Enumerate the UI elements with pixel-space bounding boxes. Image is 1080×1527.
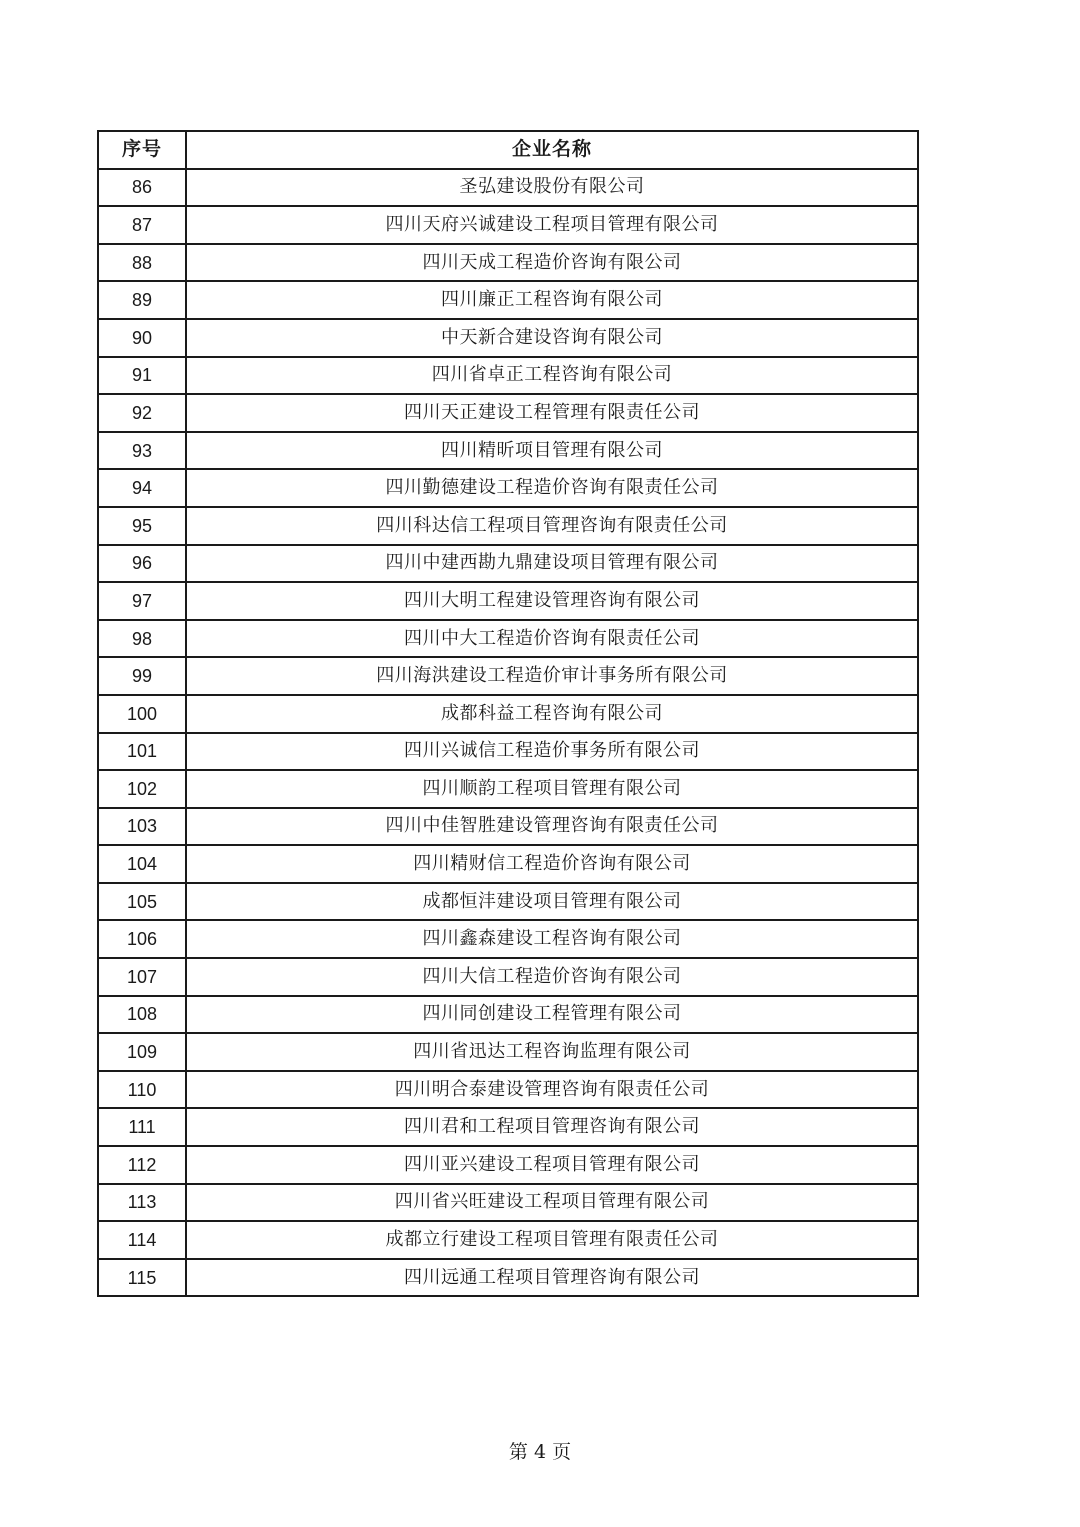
table-row xyxy=(98,1146,918,1184)
row-index: 88 xyxy=(98,244,186,282)
row-company-name: 四川省兴旺建设工程项目管理有限公司 xyxy=(186,1184,918,1222)
row-index: 98 xyxy=(98,620,186,658)
row-index: 96 xyxy=(98,545,186,583)
table-row xyxy=(98,1071,918,1109)
table-row xyxy=(98,582,918,620)
table-row xyxy=(98,545,918,583)
table-row xyxy=(98,958,918,996)
table-row xyxy=(98,920,918,958)
table-row xyxy=(98,507,918,545)
row-company-name: 圣弘建设股份有限公司 xyxy=(186,169,918,207)
header-company-name: 企业名称 xyxy=(186,131,918,169)
row-index: 111 xyxy=(98,1108,186,1146)
company-table xyxy=(97,130,919,1297)
table-row xyxy=(98,319,918,357)
row-index: 110 xyxy=(98,1071,186,1109)
row-company-name: 四川兴诚信工程造价事务所有限公司 xyxy=(186,733,918,771)
row-company-name: 成都恒沣建设项目管理有限公司 xyxy=(186,883,918,921)
row-index: 106 xyxy=(98,920,186,958)
row-company-name: 四川大信工程造价咨询有限公司 xyxy=(186,958,918,996)
row-index: 107 xyxy=(98,958,186,996)
row-index: 109 xyxy=(98,1033,186,1071)
row-company-name: 成都科益工程咨询有限公司 xyxy=(186,695,918,733)
row-company-name: 四川精财信工程造价咨询有限公司 xyxy=(186,845,918,883)
row-company-name: 四川中建西勘九鼎建设项目管理有限公司 xyxy=(186,545,918,583)
page-number: 第 4 页 xyxy=(508,1441,572,1463)
row-company-name: 四川廉正工程咨询有限公司 xyxy=(186,281,918,319)
row-company-name: 成都立行建设工程项目管理有限责任公司 xyxy=(186,1221,918,1259)
row-index: 89 xyxy=(98,281,186,319)
row-index: 91 xyxy=(98,357,186,395)
row-index: 95 xyxy=(98,507,186,545)
table-row xyxy=(98,206,918,244)
table-row xyxy=(98,394,918,432)
row-company-name: 四川科达信工程项目管理咨询有限责任公司 xyxy=(186,507,918,545)
row-index: 114 xyxy=(98,1221,186,1259)
row-company-name: 四川天府兴诚建设工程项目管理有限公司 xyxy=(186,206,918,244)
row-index: 112 xyxy=(98,1146,186,1184)
row-index: 92 xyxy=(98,394,186,432)
row-index: 86 xyxy=(98,169,186,207)
table-row xyxy=(98,1259,918,1297)
table-row xyxy=(98,1033,918,1071)
table-row xyxy=(98,1108,918,1146)
table-row xyxy=(98,1184,918,1222)
row-company-name: 四川天正建设工程管理有限责任公司 xyxy=(186,394,918,432)
row-company-name: 四川省卓正工程咨询有限公司 xyxy=(186,357,918,395)
row-company-name: 四川省迅达工程咨询监理有限公司 xyxy=(186,1033,918,1071)
table-row xyxy=(98,169,918,207)
row-index: 105 xyxy=(98,883,186,921)
table-row xyxy=(98,808,918,846)
row-company-name: 四川亚兴建设工程项目管理有限公司 xyxy=(186,1146,918,1184)
row-company-name: 四川中大工程造价咨询有限责任公司 xyxy=(186,620,918,658)
row-index: 103 xyxy=(98,808,186,846)
table-row xyxy=(98,733,918,771)
table-row xyxy=(98,845,918,883)
row-index: 99 xyxy=(98,657,186,695)
row-index: 102 xyxy=(98,770,186,808)
table-row xyxy=(98,657,918,695)
row-index: 97 xyxy=(98,582,186,620)
row-company-name: 四川君和工程项目管理咨询有限公司 xyxy=(186,1108,918,1146)
table-row xyxy=(98,770,918,808)
table-row xyxy=(98,620,918,658)
row-company-name: 四川同创建设工程管理有限公司 xyxy=(186,996,918,1034)
table-row xyxy=(98,357,918,395)
row-index: 115 xyxy=(98,1259,186,1297)
table-row xyxy=(98,469,918,507)
row-index: 87 xyxy=(98,206,186,244)
header-index: 序号 xyxy=(98,131,186,169)
row-index: 90 xyxy=(98,319,186,357)
row-index: 100 xyxy=(98,695,186,733)
row-company-name: 中天新合建设咨询有限公司 xyxy=(186,319,918,357)
row-index: 101 xyxy=(98,733,186,771)
row-index: 113 xyxy=(98,1184,186,1222)
row-index: 93 xyxy=(98,432,186,470)
table-row xyxy=(98,432,918,470)
table-row xyxy=(98,996,918,1034)
row-company-name: 四川中佳智胜建设管理咨询有限责任公司 xyxy=(186,808,918,846)
row-company-name: 四川鑫森建设工程咨询有限公司 xyxy=(186,920,918,958)
row-index: 104 xyxy=(98,845,186,883)
table-row xyxy=(98,695,918,733)
table-header-row xyxy=(98,131,918,169)
row-index: 108 xyxy=(98,996,186,1034)
table-row xyxy=(98,244,918,282)
row-company-name: 四川天成工程造价咨询有限公司 xyxy=(186,244,918,282)
table-body xyxy=(98,169,918,1297)
row-company-name: 四川海洪建设工程造价审计事务所有限公司 xyxy=(186,657,918,695)
row-company-name: 四川顺韵工程项目管理有限公司 xyxy=(186,770,918,808)
row-index: 94 xyxy=(98,469,186,507)
table-row xyxy=(98,883,918,921)
row-company-name: 四川大明工程建设管理咨询有限公司 xyxy=(186,582,918,620)
table-row xyxy=(98,1221,918,1259)
row-company-name: 四川勤德建设工程造价咨询有限责任公司 xyxy=(186,469,918,507)
row-company-name: 四川远通工程项目管理咨询有限公司 xyxy=(186,1259,918,1297)
table-row xyxy=(98,281,918,319)
row-company-name: 四川精昕项目管理有限公司 xyxy=(186,432,918,470)
row-company-name: 四川明合泰建设管理咨询有限责任公司 xyxy=(186,1071,918,1109)
